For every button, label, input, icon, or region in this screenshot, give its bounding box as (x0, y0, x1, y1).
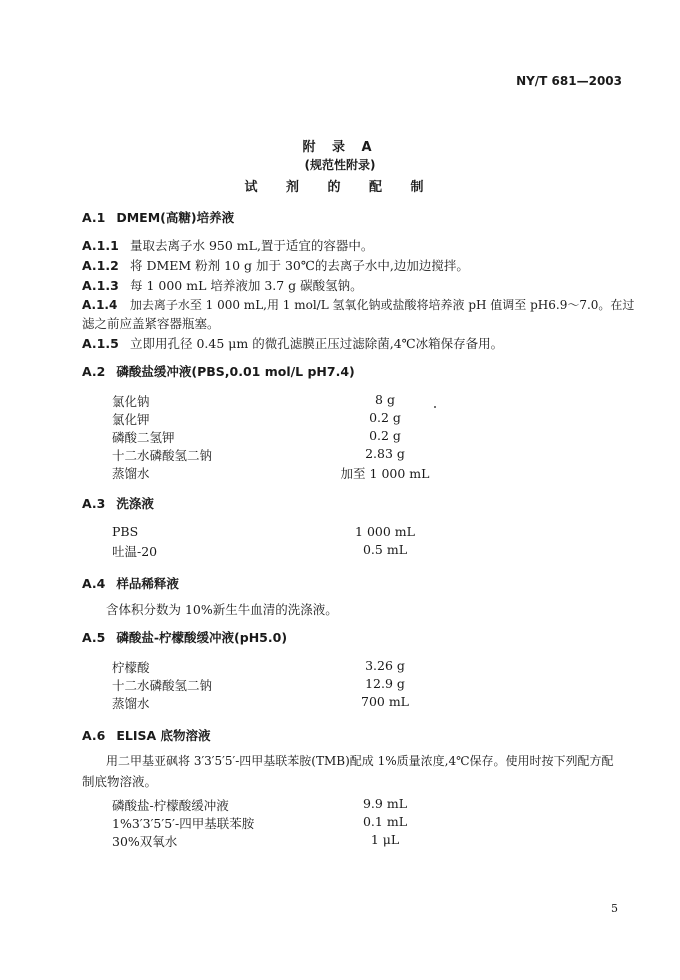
section-title: 磷酸盐缓冲液(PBS,0.01 mol/L pH7.4) (116, 364, 355, 379)
reagent-name: 吐温-20 (112, 544, 158, 559)
reagent-name: 蒸馏水 (112, 466, 150, 481)
standard-number: NY/T 681—2003 (516, 74, 622, 88)
section-a5-heading (82, 628, 287, 646)
reagent-amount: 加至 1 000 mL (340, 466, 430, 481)
clause-a1-2 (82, 256, 469, 274)
clause-text: 将 DMEM 粉剂 10 g 加于 30℃的去离子水中,边加边搅拌。 (129, 258, 469, 273)
section-number: A.2 (82, 364, 106, 379)
section-number: A.3 (82, 496, 106, 511)
reagent-name: 30%双氧水 (112, 834, 178, 849)
section-a4-text: 含体积分数为 10%新生牛血清的洗涤液。 (106, 602, 338, 617)
section-title: ELISA 底物溶液 (116, 728, 211, 743)
clause-text: 每 1 000 mL 培养液加 3.7 g 碳酸氢钠。 (129, 278, 363, 293)
section-number: A.5 (82, 630, 106, 645)
clause-number: A.1.4 (82, 298, 118, 312)
clause-number: A.1.1 (82, 238, 119, 253)
section-a2-heading (82, 362, 355, 380)
section-title: 样品稀释液 (116, 576, 179, 591)
section-title: DMEM(高糖)培养液 (116, 210, 235, 225)
section-a4-heading (82, 574, 179, 592)
reagent-amount: 700 mL (361, 694, 409, 709)
reagent-amount: 9.9 mL (362, 796, 407, 811)
reagent-name: 磷酸二氢钾 (112, 430, 175, 445)
reagent-amount: 1 000 mL (355, 524, 415, 539)
section-title: 洗涤液 (116, 496, 154, 511)
section-a6-text: 用二甲基亚砜将 3′3′5′5′-四甲基联苯胺(TMB)配成 1%质量浓度,4℃保存。使用时按下列配方配 (106, 754, 614, 768)
clause-number: A.1.3 (82, 278, 119, 293)
reagent-name: 十二水磷酸氢二钠 (112, 678, 213, 693)
reagent-amount: 8 g (375, 392, 395, 407)
page-number: 5 (611, 902, 618, 915)
reagent-name: 氯化钠 (112, 394, 150, 409)
stray-mark (434, 406, 436, 408)
section-number: A.1 (82, 210, 106, 225)
section-a6-heading (82, 726, 211, 744)
annex-subtitle: (规范性附录) (304, 158, 376, 172)
reagent-name: 柠檬酸 (112, 660, 150, 675)
reagent-name: 十二水磷酸氢二钠 (112, 448, 213, 463)
clause-a1-3 (82, 276, 363, 294)
reagent-name: PBS (112, 524, 139, 539)
reagent-amount: 3.26 g (365, 658, 405, 673)
annex-title: 附 录 A (302, 140, 378, 155)
reagent-amount: 2.83 g (365, 446, 405, 461)
clause-a1-1 (82, 236, 373, 254)
section-number: A.4 (82, 576, 106, 591)
clause-number: A.1.2 (82, 258, 119, 273)
section-number: A.6 (82, 728, 106, 743)
reagent-amount: 0.2 g (369, 410, 401, 425)
reagent-amount: 12.9 g (365, 676, 405, 691)
reagent-name: 磷酸盐-柠檬酸缓冲液 (112, 798, 229, 813)
section-a6-text-continuation: 制底物溶液。 (82, 774, 158, 789)
clause-text: 加去离子水至 1 000 mL,用 1 mol/L 氢氧化钠或盐酸将培养液 pH 值调至 pH6.9～7.0。在过 (129, 298, 635, 312)
section-title: 磷酸盐-柠檬酸缓冲液(pH5.0) (116, 630, 288, 645)
clause-text: 立即用孔径 0.45 μm 的微孔滤膜正压过滤除菌,4℃冰箱保存备用。 (129, 336, 504, 351)
reagent-amount: 1 μL (370, 832, 400, 847)
reagent-name: 氯化钾 (112, 412, 150, 427)
reagent-name: 蒸馏水 (112, 696, 150, 711)
clause-text: 量取去离子水 950 mL,置于适宜的容器中。 (129, 238, 374, 253)
clause-number: A.1.5 (82, 336, 119, 351)
reagent-name: 1%3′3′5′5′-四甲基联苯胺 (112, 816, 255, 831)
clause-a1-4-continuation: 滤之前应盖紧容器瓶塞。 (82, 316, 220, 331)
section-a1-heading (82, 208, 234, 226)
annex-heading: 试 剂 的 配 制 (244, 180, 436, 195)
clause-a1-4 (82, 296, 634, 313)
reagent-amount: 0.1 mL (362, 814, 407, 829)
clause-a1-5 (82, 334, 503, 352)
section-a3-heading (82, 494, 154, 512)
reagent-amount: 0.5 mL (362, 542, 407, 557)
reagent-amount: 0.2 g (369, 428, 401, 443)
